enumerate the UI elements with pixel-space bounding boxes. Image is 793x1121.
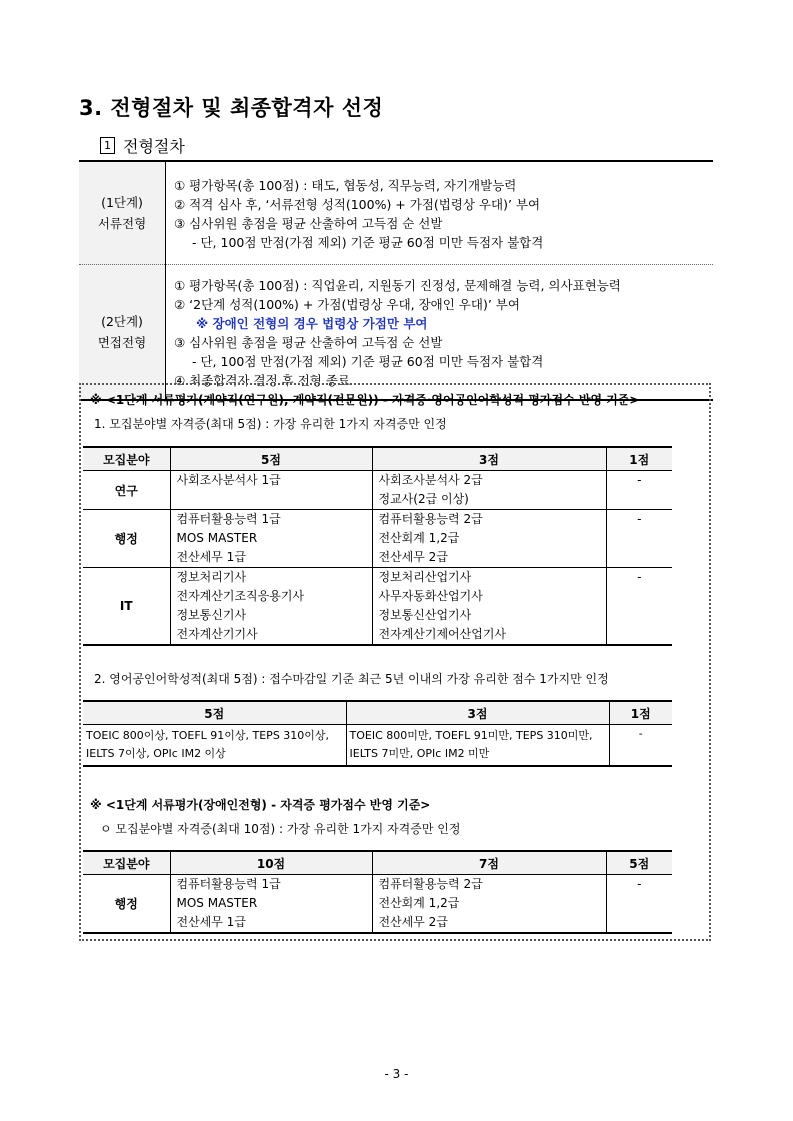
cert-cell: - — [606, 510, 672, 568]
table-header: 모집분야 — [83, 851, 170, 875]
subheading-number-box: 1 — [100, 137, 115, 154]
page-number: - 3 - — [384, 1067, 409, 1081]
cert-item: 컴퓨터활용능력 1급 — [176, 877, 281, 891]
stage-item: ② ‘2단계 성적(100%) + 가점(법령상 우대, 장애인 우대)’ 부여 — [174, 297, 520, 312]
table-header: 1점 — [606, 447, 672, 471]
table-header-row — [83, 851, 672, 875]
stage-item-note: ※ 장애인 전형의 경우 법령상 가점만 부여 — [196, 316, 428, 331]
table-header: 3점 — [346, 701, 609, 725]
score-cell — [83, 725, 346, 767]
eng-note: 2. 영어공인어학성적(최대 5점) : 접수마감일 기준 최근 5년 이내의 가장 유리한 점수 1가지만 인정 — [94, 672, 609, 686]
stage-cell — [79, 265, 166, 401]
table-row — [83, 725, 672, 767]
cert-item: 전산세무 2급 — [378, 550, 448, 564]
cert-table — [83, 446, 672, 646]
cert-item: 전산회계 1,2급 — [378, 531, 460, 545]
table-row — [83, 471, 672, 510]
stage-items — [166, 161, 714, 265]
cert-note: 1. 모집분야별 자격증(최대 5점) : 가장 유리한 1가지 자격증만 인정 — [94, 417, 447, 431]
cert-item: 정보통신산업기사 — [378, 608, 472, 622]
procedure-table — [79, 160, 713, 401]
cert-cell: - — [606, 568, 672, 646]
score-cell — [346, 725, 609, 767]
stage-item: ③ 심사위원 총점을 평균 산출하여 고득점 순 선발 — [174, 216, 443, 231]
cert-item: MOS MASTER — [176, 531, 258, 545]
score-item: IELTS 7미만, OPIc IM2 미만 — [349, 747, 490, 760]
table-header: 5점 — [606, 851, 672, 875]
score-item: TOEIC 800미만, TOEFL 91미만, TEPS 310미만, — [349, 729, 593, 742]
field-cell: 행정 — [83, 510, 170, 568]
disabled-cert-table — [83, 850, 672, 934]
cert-cell: - — [606, 875, 672, 934]
cert-item: 컴퓨터활용능력 2급 — [378, 512, 483, 526]
cert-cell: - — [606, 471, 672, 510]
stage-item: ① 평가항목(총 100점) : 태도, 협동성, 직무능력, 자기개발능력 — [174, 178, 517, 193]
stage-item: ① 평가항목(총 100점) : 직업윤리, 지원동기 진정성, 문제해결 능력, 의사표현능력 — [174, 278, 621, 293]
cert-item: 전산회계 1,2급 — [378, 896, 460, 910]
cert-item: 사무자동화산업기사 — [378, 589, 483, 603]
field-cell: IT — [83, 568, 170, 646]
stage-cell — [79, 161, 166, 265]
criteria-title: ※ <1단계 서류평가(계약직(연구원), 계약직(전문원)) - 자격증·영어공인어학성적 평가점수 반영 기준> — [90, 393, 640, 407]
procedure-row-stage1 — [79, 161, 713, 265]
cert-cell — [372, 875, 606, 934]
table-header: 5점 — [170, 447, 372, 471]
cert-cell — [170, 471, 372, 510]
cert-cell — [372, 510, 606, 568]
subheading — [100, 134, 185, 157]
cert-item: 전자계산기기사 — [176, 627, 258, 641]
cert-cell — [170, 510, 372, 568]
cert-item: 전산세무 1급 — [176, 915, 246, 929]
table-row — [83, 510, 672, 568]
cert-item: MOS MASTER — [176, 896, 258, 910]
cert-item: 사회조사분석사 2급 — [378, 473, 483, 487]
cert-item: 전자계산기제어산업기사 — [378, 627, 507, 641]
table-row — [83, 875, 672, 934]
table-header-row — [83, 447, 672, 471]
stage-item: - 단, 100점 만점(가점 제외) 기준 평균 60점 미만 득점자 불합격 — [192, 354, 544, 369]
stage-name: 면접전형 — [97, 335, 147, 350]
stage-item: ③ 심사위원 총점을 평균 산출하여 고득점 순 선발 — [174, 335, 443, 350]
stage-item: ② 적격 심사 후, ‘서류전형 성적(100%) + 가점(법령상 우대)’ 부여 — [174, 197, 541, 212]
section-title: 3. 전형절차 및 최종합격자 선정 — [79, 96, 384, 120]
cert-item: 컴퓨터활용능력 1급 — [176, 512, 281, 526]
subheading-text: 전형절차 — [123, 137, 185, 156]
stage-item: ④ 최종합격자 결정 후 전형 종료 — [174, 373, 350, 388]
cert-item: 정보통신기사 — [176, 608, 247, 622]
cert-cell — [170, 568, 372, 646]
procedure-row-stage2 — [79, 265, 713, 401]
score-item: IELTS 7이상, OPIc IM2 이상 — [86, 747, 226, 760]
score-cell: - — [609, 725, 672, 767]
disabled-note: ㅇ 모집분야별 자격증(최대 10점) : 가장 유리한 1가지 자격증만 인정 — [100, 822, 461, 836]
cert-cell — [372, 568, 606, 646]
stage-items — [166, 265, 714, 401]
eng-table — [83, 700, 672, 767]
table-header: 3점 — [372, 447, 606, 471]
table-header: 모집분야 — [83, 447, 170, 471]
cert-item: 컴퓨터활용능력 2급 — [378, 877, 483, 891]
field-cell: 연구 — [83, 471, 170, 510]
table-header: 1점 — [609, 701, 672, 725]
stage-label: (2단계) — [101, 314, 143, 329]
cert-item: 정보처리기사 — [176, 570, 247, 584]
disabled-criteria-title: ※ <1단계 서류평가(장애인전형) - 자격증 평가점수 반영 기준> — [90, 798, 431, 812]
cert-item: 전자계산기조직응용기사 — [176, 589, 305, 603]
field-cell: 행정 — [83, 875, 170, 934]
score-item: TOEIC 800이상, TOEFL 91이상, TEPS 310이상, — [86, 729, 330, 742]
cert-item: 사회조사분석사 1급 — [176, 473, 281, 487]
table-header: 10점 — [170, 851, 372, 875]
cert-cell — [372, 471, 606, 510]
cert-cell — [170, 875, 372, 934]
stage-name: 서류전형 — [97, 216, 147, 231]
table-row — [83, 568, 672, 646]
cert-item: 정보처리산업기사 — [378, 570, 472, 584]
stage-label: (1단계) — [101, 195, 143, 210]
cert-item: 전산세무 2급 — [378, 915, 448, 929]
table-header: 5점 — [83, 701, 346, 725]
cert-item: 정교사(2급 이상) — [378, 492, 469, 506]
stage-item: - 단, 100점 만점(가점 제외) 기준 평균 60점 미만 득점자 불합격 — [192, 235, 544, 250]
cert-item: 전산세무 1급 — [176, 550, 246, 564]
table-header: 7점 — [372, 851, 606, 875]
table-header-row — [83, 701, 672, 725]
